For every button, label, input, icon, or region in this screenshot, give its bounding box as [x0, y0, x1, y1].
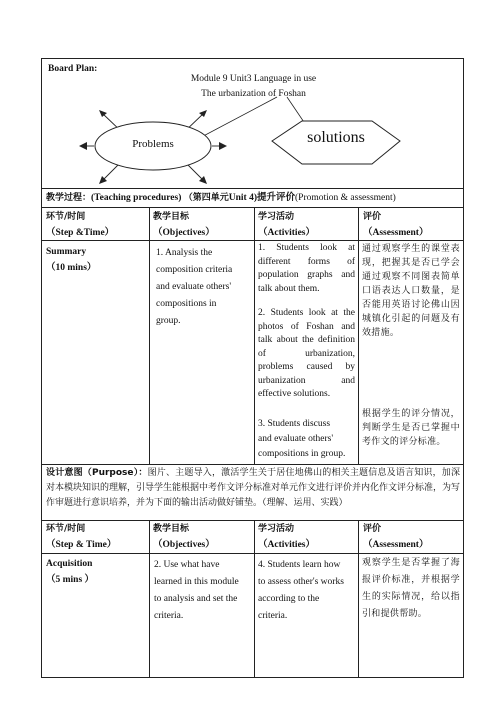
col-divider-5 — [254, 520, 255, 678]
col-divider-1 — [149, 207, 150, 464]
col-divider-6 — [358, 520, 359, 678]
summary-activity-3-line: and evaluate others' — [258, 434, 334, 444]
procedures-tail: (Promotion & assessment) — [295, 193, 396, 203]
acquisition-activity-line: according to the — [258, 594, 320, 604]
header-step-en: （Step &Time） — [46, 228, 115, 238]
acquisition-objective-line: criteria. — [154, 611, 184, 621]
procedures-prefix: 教学过程： — [46, 193, 92, 203]
col-divider-2 — [254, 207, 255, 464]
divider-headers-1 — [42, 240, 463, 241]
header2-step-en: （Step & Time） — [46, 540, 117, 550]
purpose-text: 图片、主题导入，激活学生关于居住地佛山的相关主题信息及语言知识，加深对本模块知识的理解，引导学生能根据中考作文评分标准对单元作文进行评价并内化作文评分标准，为写作审题进行意识培养，并为下面的输出活动做好铺垫。（理解、运用、实践） — [46, 468, 461, 508]
header-objectives-cn: 教学目标 — [153, 212, 190, 222]
header2-assessment-cn: 评价 — [363, 524, 382, 534]
header-assessment-cn: 评价 — [363, 212, 382, 222]
header-activities-cn: 学习活动 — [258, 212, 295, 222]
summary-objectives — [156, 245, 252, 330]
procedures-rest-cn: （第四单元 — [183, 193, 229, 203]
acquisition-time: （5 mins ） — [46, 575, 95, 585]
header2-activities-cn: 学习活动 — [258, 524, 295, 534]
procedures-header — [46, 191, 461, 205]
board-plan-title-line1: Module 9 Unit3 Language in use — [190, 74, 317, 84]
summary-objective-line: group. — [156, 316, 181, 326]
header2-objectives-cn: 教学目标 — [153, 524, 190, 534]
col-divider-4 — [149, 520, 150, 678]
lesson-plan-table — [41, 58, 464, 678]
header-objectives-en: （Objectives） — [153, 228, 215, 238]
header-activities-en: （Activities） — [258, 228, 315, 238]
summary-activity-2: 2. Students look at the photos of Foshan and talk about the definition of urbanization, problems caused by urbanization and effective solutions. — [258, 308, 355, 399]
divider-headers-2 — [42, 553, 463, 554]
purpose-block — [46, 466, 460, 511]
procedures-bold-en: (Teaching procedures) — [91, 193, 182, 203]
acquisition-objectives — [154, 557, 252, 625]
summary-time: （10 mins） — [46, 263, 97, 273]
divider-board-plan — [42, 188, 463, 189]
summary-objective-line: and evaluate others' — [156, 282, 232, 292]
board-plan-title-line2: The urbanization of Foshan — [201, 89, 306, 99]
divider-procedures — [42, 207, 463, 208]
divider-summary — [42, 464, 463, 465]
summary-objective-line: composition criteria — [156, 265, 233, 275]
acquisition-objective-line: 2. Use what have — [154, 560, 220, 570]
header2-assessment-en: （Assessment） — [363, 540, 429, 550]
acquisition-objective-line: to analysis and set the — [154, 594, 238, 604]
problems-text: Problems — [132, 138, 174, 150]
summary-assessment-1: 通过观察学生的课堂表现，把握其是否已学会通过观察不同图表简单口语表达人口数量，是否能用英语讨论佛山因城镇化引起的问题及有效措施。 — [362, 244, 460, 338]
acquisition-activity-line: to assess other's works — [258, 577, 344, 587]
divider-purpose — [42, 520, 463, 521]
acquisition-activity-line: 4. Students learn how — [258, 560, 341, 570]
summary-step: Summary — [46, 247, 87, 257]
header-step-cn: 环节/时间 — [46, 212, 86, 222]
header2-objectives-en: （Objectives） — [153, 540, 215, 550]
acquisition-activity-line: criteria. — [258, 611, 288, 621]
header2-activities-en: （Activities） — [258, 540, 315, 550]
summary-activity-3-line: compositions in group. — [258, 449, 346, 459]
header-assessment-en: （Assessment） — [363, 228, 429, 238]
summary-activity-3-line: 3. Students discuss — [258, 419, 331, 429]
solutions-text: solutions — [307, 129, 365, 146]
acquisition-assessment: 观察学生是否掌握了海报评价标准，并根据学生的实际情况，给以指引和提供帮助。 — [362, 558, 460, 619]
acquisition-step: Acquisition — [46, 559, 93, 569]
header2-step-cn: 环节/时间 — [46, 524, 86, 534]
board-plan-label: Board Plan: — [48, 64, 98, 74]
acquisition-objective-line: learned in this module — [154, 577, 239, 587]
purpose-label: 设计意图（Purpose）： — [46, 468, 148, 478]
summary-activity-3 — [258, 417, 355, 462]
summary-objective-line: compositions in — [156, 299, 217, 309]
col-divider-3 — [358, 207, 359, 464]
summary-assessment-2: 根据学生的评分情况，判断学生是否已掌握中考作文的评分标准。 — [362, 409, 460, 447]
procedures-unit: Unit 4)提升评价 — [228, 193, 295, 203]
acquisition-activities — [258, 557, 356, 625]
summary-objective-line: 1. Analysis the — [156, 248, 213, 258]
summary-activity-1: 1. Students look at different forms of population graphs and talk about them. — [258, 243, 355, 294]
